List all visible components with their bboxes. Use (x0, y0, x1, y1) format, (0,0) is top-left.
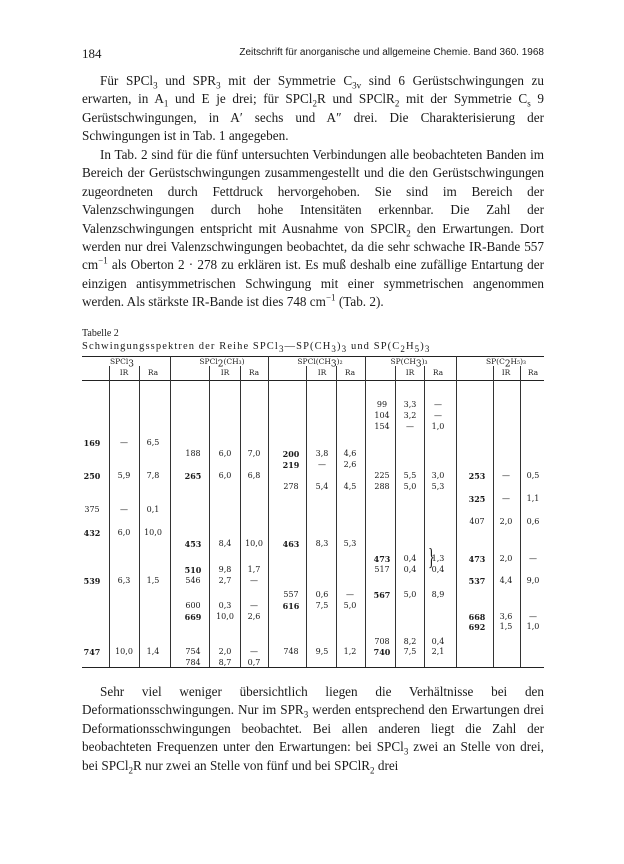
frequency-cell: 265 (184, 470, 202, 481)
raman-intensity-cell: 9,0 (526, 575, 540, 585)
raman-intensity-cell: 2,6 (247, 611, 261, 621)
raman-intensity-cell: — (346, 589, 354, 599)
table-title: Schwingungsspektren der Reihe $SPCl_3—SP(CH_3)_3$ und $SP(C_2H_5)_3$ (82, 341, 431, 355)
raman-intensity-cell: 5,3 (431, 482, 445, 492)
raman-intensity-cell: 5,0 (343, 600, 357, 610)
ir-subheader: IR (317, 368, 327, 377)
page-number: 184 (82, 46, 102, 61)
frequency-cell: 375 (84, 505, 100, 515)
frequency-cell: 407 (469, 517, 485, 527)
column-rule (520, 366, 521, 667)
ir-intensity-cell: 5,0 (403, 482, 417, 492)
ir-intensity-cell: 3,6 (499, 611, 513, 621)
ir-intensity-cell: — (502, 470, 510, 480)
frequency-cell: 747 (83, 647, 101, 658)
raman-intensity-cell: 4,5 (343, 482, 357, 492)
column-rule (395, 366, 396, 667)
ir-intensity-cell: 10,0 (115, 647, 133, 657)
raman-intensity-cell: — (434, 400, 442, 409)
frequency-cell: 169 (83, 437, 101, 448)
frequency-cell: 557 (283, 589, 299, 599)
table-label: Tabelle 2 (82, 328, 119, 339)
ir-intensity-cell: 6,0 (117, 528, 131, 538)
raman-intensity-cell: 7,8 (146, 470, 160, 480)
raman-intensity-cell: 3,0 (431, 470, 445, 480)
frequency-cell: 517 (374, 564, 390, 574)
frequency-cell: 253 (468, 470, 486, 481)
raman-intensity-cell: — (250, 600, 258, 610)
spectra-table (82, 356, 544, 668)
column-rule (365, 356, 366, 667)
frequency-cell: 219 (282, 459, 300, 470)
raman-intensity-cell: — (529, 554, 537, 564)
ir-intensity-cell: 2,0 (499, 554, 513, 564)
column-rule (139, 366, 140, 667)
raman-intensity-cell: 0,4 (431, 636, 445, 646)
raman-intensity-cell: — (250, 647, 258, 657)
ir-intensity-cell: 0,4 (403, 564, 417, 574)
compound-header: $SP(CH_3)_3$ (390, 357, 428, 370)
ir-intensity-cell: 0,6 (315, 589, 329, 599)
raman-intensity-cell: — (250, 575, 258, 585)
ir-intensity-cell: 5,9 (117, 470, 131, 480)
compound-header: SPCl$_2$(CH₃) (199, 357, 245, 370)
ir-intensity-cell: 5,5 (403, 470, 417, 480)
ir-intensity-cell: 7,5 (403, 647, 417, 657)
frequency-cell: 510 (184, 564, 202, 575)
column-rule (424, 366, 425, 667)
ir-intensity-cell: 7,5 (315, 600, 329, 610)
frequency-cell: 546 (185, 575, 201, 585)
ir-intensity-cell: 8,7 (218, 658, 232, 668)
ir-intensity-cell: — (502, 494, 510, 504)
compound-header: SPCl$_3$ (109, 357, 135, 370)
journal-title: Zeitschrift für anorganische und allgemeine Chemie. Band 360. 1968 (239, 47, 544, 58)
raman-intensity-cell: 8,9 (431, 589, 445, 599)
paragraph-3: Sehr viel weniger übersichtlich liegen die Verhältnisse bei den Deformationsschwingungen. Nur im $SPR_3$ werden entsprechend den Erwartungen drei Deformationsschwingungen beobachtet. Bei allen anderen liegt die Zahl der beobachteten Frequenzen unter den Erwartungen: bei SPCl$_3$ zwei an Stelle von drei, bei SPCl$_2$R nur zwei an Stelle von fünf und bei SPClR$_2$ drei (82, 684, 544, 776)
ir-intensity-cell: — (406, 421, 414, 431)
raman-intensity-cell: — (529, 611, 537, 621)
ir-intensity-cell: 2,0 (218, 647, 232, 657)
column-rule (336, 366, 337, 667)
ir-intensity-cell: — (120, 505, 128, 515)
ir-subheader: IR (220, 368, 230, 377)
frequency-cell: 453 (184, 538, 202, 549)
frequency-cell: 567 (373, 589, 391, 600)
column-rule (268, 356, 269, 667)
raman-intensity-cell: 0,1 (146, 505, 160, 515)
ir-intensity-cell: 8,2 (403, 636, 417, 646)
frequency-cell: 600 (185, 600, 201, 610)
column-rule (209, 366, 210, 667)
raman-intensity-cell: 4,6 (343, 448, 357, 458)
column-rule (109, 366, 110, 667)
column-rule (240, 366, 241, 667)
raman-intensity-cell: 0,7 (247, 658, 261, 668)
raman-intensity-cell: 1,4 (146, 647, 160, 657)
raman-intensity-cell: 1,5 (146, 575, 160, 585)
frequency-cell: 325 (468, 494, 486, 505)
raman-intensity-cell: 7,0 (247, 448, 261, 458)
column-rule (456, 356, 457, 667)
ir-intensity-cell: 1,5 (499, 622, 513, 632)
raman-intensity-cell: 2,1 (431, 647, 445, 657)
raman-intensity-cell: 10,0 (144, 528, 162, 538)
ir-intensity-cell: — (318, 459, 326, 469)
raman-intensity-cell: 1,0 (431, 421, 445, 431)
paragraph-1: Für SPCl$_3$ und $SPR_3$ mit der Symmetrie $C_{3v}$ sind 6 Gerüstschwingungen zu erwarten, in $A_1$ und E je drei; für SPCl$_2$R und SPClR$_2$ mit der Symmetrie $C_s$ 9 Gerüstschwingungen, in A′ sechs und A″ drei. Die Charakterisierung der Schwingungen ist in Tab. 1 angegeben. (82, 73, 545, 144)
ir-intensity-cell: 3,8 (315, 448, 329, 458)
table-header-rule (82, 380, 544, 381)
raman-intensity-cell: — (434, 410, 442, 420)
frequency-cell: 740 (373, 647, 391, 658)
frequency-cell: 537 (468, 575, 486, 586)
ra-subheader: Ra (248, 368, 260, 377)
frequency-cell: 432 (83, 528, 101, 539)
raman-intensity-cell: 10,0 (245, 538, 263, 548)
ir-intensity-cell: 0,3 (218, 600, 232, 610)
compound-header: $SP(C_2H_5)_3$ (485, 357, 527, 370)
compound-header: $SPCl(CH_3)_2$ (297, 357, 343, 370)
ir-subheader: IR (119, 368, 129, 377)
frequency-cell: 154 (374, 421, 390, 431)
ir-subheader: IR (501, 368, 511, 377)
ra-subheader: Ra (527, 368, 539, 377)
frequency-cell: 288 (374, 482, 390, 492)
ir-intensity-cell: 9,5 (315, 647, 329, 657)
frequency-cell: 99 (376, 400, 388, 409)
column-rule (170, 356, 171, 667)
column-rule (493, 366, 494, 667)
ir-intensity-cell: 6,0 (218, 470, 232, 480)
ir-intensity-cell: 3,3 (403, 400, 417, 409)
paragraph-2: In Tab. 2 sind für die fünf untersuchten Verbindungen alle beobachteten Banden im Bereich der Gerüstschwingungen zusammengestellt und die den Gerüstschwingungen zugeordneten durch Fettdruck hervorgehoben. Sie sind im Bereich der Valenzschwingungen durch hohe Intensitäten erkennbar. Die Zahl der Valenzschwingungen entspricht mit Ausnahme von SPClR$_2$ den Erwartungen. Dort werden nur drei Valenzschwingungen beobachtet, da die sehr schwache IR-Bande 557 $cm^{-1}$ als Oberton 2 · 278 zu erklären ist. Es muß deshalb eine zufällige Entartung der einzigen antisymmetrischen Schwingung mit einer symmetrischen angenommen werden. Als stärkste IR-Bande ist dies 748 $cm^{-1}$ (Tab. 2). (82, 147, 544, 310)
frequency-cell: 668 (468, 611, 486, 622)
frequency-cell: 225 (374, 470, 390, 480)
frequency-cell: 473 (373, 554, 391, 565)
ir-intensity-cell: 2,0 (499, 517, 513, 527)
frequency-cell: 616 (282, 600, 300, 611)
frequency-cell: 669 (184, 611, 202, 622)
brace-mark: } (428, 546, 435, 572)
ir-intensity-cell: 3,2 (403, 410, 417, 420)
frequency-cell: 539 (83, 575, 101, 586)
ir-intensity-cell: 9,8 (218, 564, 232, 574)
frequency-cell: 463 (282, 538, 300, 549)
table-caption (82, 327, 430, 353)
raman-intensity-cell: 0,6 (526, 517, 540, 527)
raman-intensity-cell: 0,5 (526, 470, 540, 480)
raman-intensity-cell: 1,2 (343, 647, 357, 657)
ir-intensity-cell: 4,4 (499, 575, 513, 585)
frequency-cell: 278 (283, 482, 299, 492)
frequency-cell: 708 (374, 636, 390, 646)
ir-intensity-cell: 8,4 (218, 538, 232, 548)
frequency-cell: 784 (185, 658, 201, 668)
frequency-cell: 473 (468, 554, 486, 565)
raman-intensity-cell: 5,3 (343, 538, 357, 548)
frequency-cell: 188 (185, 448, 201, 458)
raman-intensity-cell: 1,0 (526, 622, 540, 632)
frequency-cell: 104 (374, 410, 390, 420)
ir-intensity-cell: 5,4 (315, 482, 329, 492)
raman-intensity-cell: 2,6 (343, 459, 357, 469)
raman-intensity-cell: 6,5 (146, 437, 160, 447)
frequency-cell: 692 (468, 622, 486, 633)
table-bottom-rule (82, 667, 544, 668)
ra-subheader: Ra (147, 368, 159, 377)
ir-intensity-cell: 10,0 (216, 611, 234, 621)
ra-subheader: Ra (432, 368, 444, 377)
column-rule (306, 366, 307, 667)
ir-intensity-cell: 6,0 (218, 448, 232, 458)
raman-intensity-cell: 1,3 (431, 554, 445, 564)
frequency-cell: 748 (283, 647, 299, 657)
ir-intensity-cell: 5,0 (403, 589, 417, 599)
raman-intensity-cell: 0,4 (431, 564, 445, 574)
frequency-cell: 250 (83, 470, 101, 481)
ir-subheader: IR (405, 368, 415, 377)
ir-intensity-cell: 8,3 (315, 538, 329, 548)
raman-intensity-cell: 1,7 (247, 564, 261, 574)
raman-intensity-cell: 6,8 (247, 470, 261, 480)
ir-intensity-cell: 6,3 (117, 575, 131, 585)
frequency-cell: 200 (282, 448, 300, 459)
raman-intensity-cell: 1,1 (526, 494, 540, 504)
ir-intensity-cell: 0,4 (403, 554, 417, 564)
ir-intensity-cell: — (120, 437, 128, 447)
ra-subheader: Ra (344, 368, 356, 377)
ir-intensity-cell: 2,7 (218, 575, 232, 585)
frequency-cell: 754 (185, 647, 201, 657)
